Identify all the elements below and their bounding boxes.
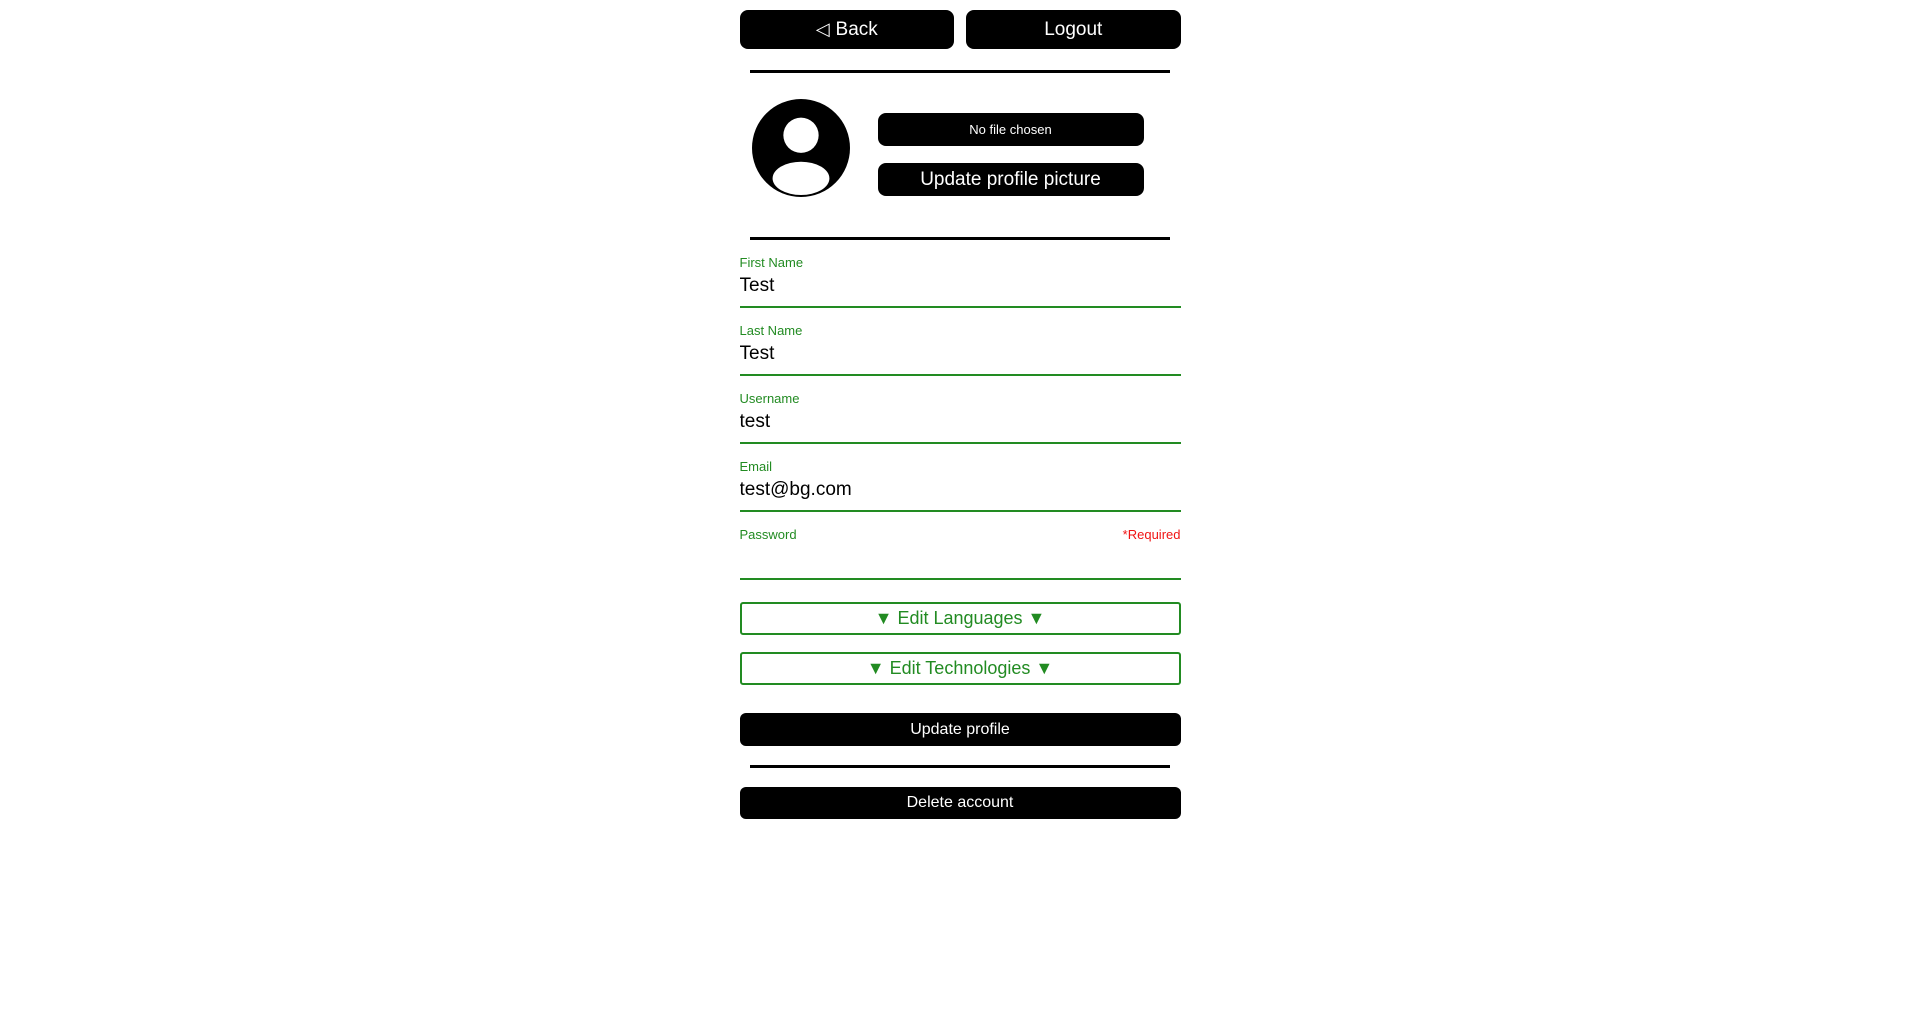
logout-button[interactable] xyxy=(966,10,1181,49)
divider-top xyxy=(750,70,1170,73)
username-label: Username xyxy=(739,391,800,406)
avatar-person-icon xyxy=(752,99,850,197)
logout-button-label: Logout xyxy=(1044,18,1103,40)
first-name-label: First Name xyxy=(739,255,804,270)
password-required-note: *Required xyxy=(1122,527,1181,542)
divider-avatar-form xyxy=(750,237,1170,240)
edit-technologies-button[interactable]: ▼ Edit Technologies ▼ xyxy=(740,652,1181,685)
delete-account-label: Delete account xyxy=(906,794,1014,811)
first-name-input[interactable] xyxy=(740,274,1181,308)
picture-buttons xyxy=(878,113,1144,197)
field-username xyxy=(740,391,1181,444)
password-label: Password xyxy=(739,527,797,542)
email-input[interactable] xyxy=(740,478,1181,512)
field-email xyxy=(740,459,1181,512)
file-input-status-text: No file chosen xyxy=(969,122,1052,137)
top-button-row xyxy=(740,10,1181,49)
update-profile-label: Update profile xyxy=(910,720,1010,738)
file-input[interactable] xyxy=(878,113,1144,146)
username-input[interactable] xyxy=(740,410,1181,444)
divider-danger xyxy=(750,765,1170,768)
password-input[interactable] xyxy=(740,546,1181,580)
profile-picture-section xyxy=(740,99,1181,197)
email-label: Email xyxy=(739,459,773,474)
last-name-label: Last Name xyxy=(739,323,803,338)
update-profile-picture-button[interactable] xyxy=(878,163,1144,196)
last-name-input[interactable] xyxy=(740,342,1181,376)
delete-account-button[interactable] xyxy=(740,787,1181,819)
edit-languages-button[interactable]: ▼ Edit Languages ▼ xyxy=(740,602,1181,635)
profile-page xyxy=(740,0,1181,819)
update-profile-picture-label: Update profile picture xyxy=(920,168,1101,190)
back-icon: ◁ xyxy=(815,19,830,39)
back-button-label: Back xyxy=(835,18,878,40)
update-profile-button[interactable] xyxy=(740,713,1181,746)
field-first-name xyxy=(740,255,1181,308)
back-button[interactable] xyxy=(740,10,955,49)
field-last-name xyxy=(740,323,1181,376)
profile-form xyxy=(740,255,1181,746)
field-password xyxy=(740,527,1181,580)
